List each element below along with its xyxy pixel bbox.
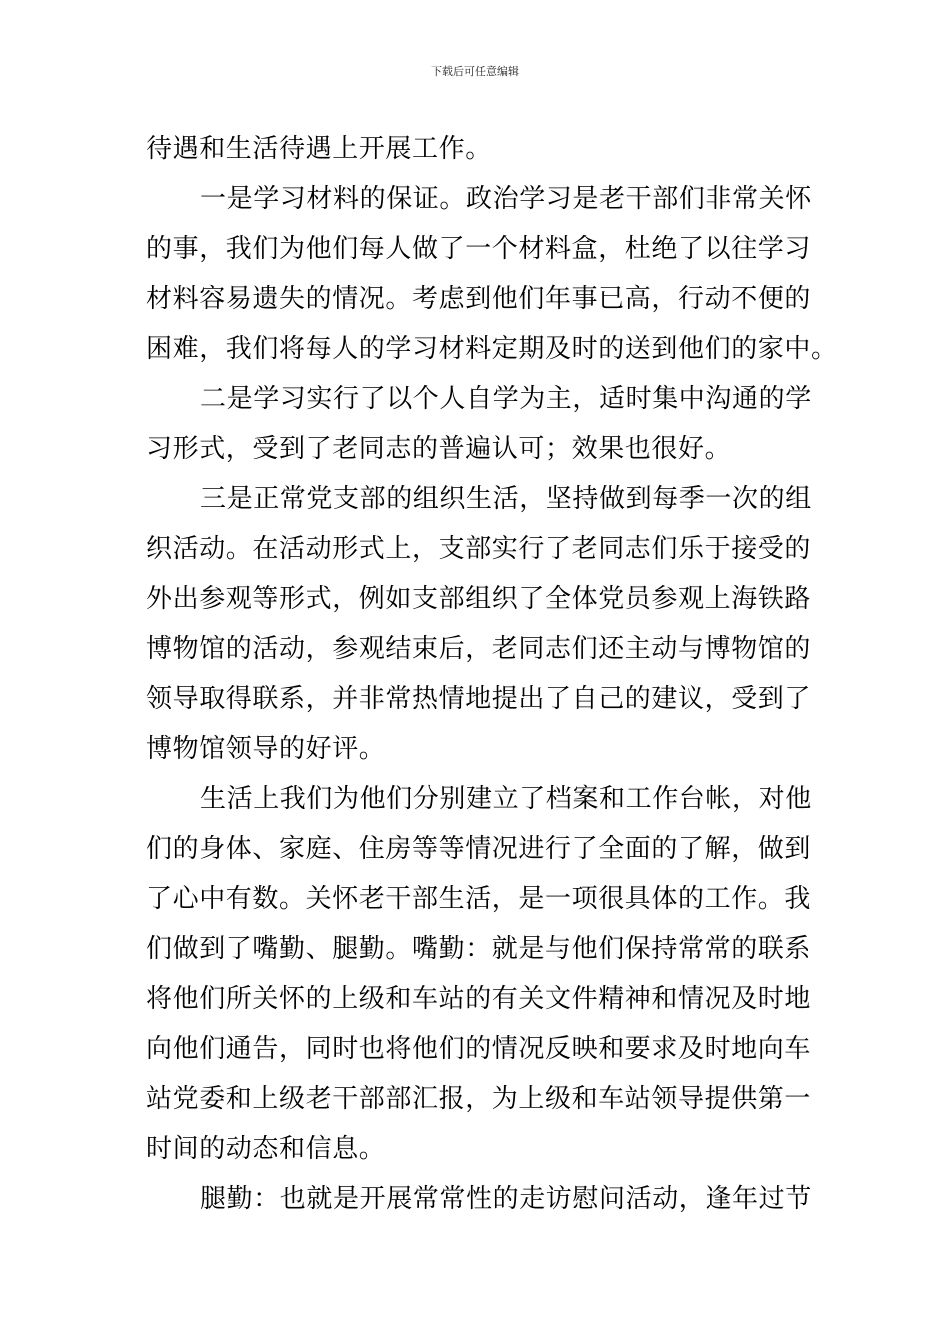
text-line: 领导取得联系，并非常热情地提出了自己的建议，受到了: [146, 684, 812, 714]
text-line: 三是正常党支部的组织生活，坚持做到每季一次的组: [200, 484, 812, 514]
text-line: 向他们通告，同时也将他们的情况反映和要求及时地向车: [146, 1034, 812, 1064]
text-line: 们做到了嘴勤、腿勤。嘴勤：就是与他们保持常常的联系: [146, 934, 812, 964]
text-line: 习形式，受到了老同志的普遍认可；效果也很好。: [146, 434, 732, 464]
text-line: 博物馆领导的好评。: [146, 734, 386, 764]
text-line: 织活动。在活动形式上，支部实行了老同志们乐于接受的: [146, 534, 812, 564]
text-line: 站党委和上级老干部部汇报，为上级和车站领导提供第一: [146, 1084, 812, 1114]
document-body: [146, 124, 838, 1224]
text-line: 博物馆的活动，参观结束后，老同志们还主动与博物馆的: [146, 634, 812, 664]
text-line: 材料容易遗失的情况。考虑到他们年事已高，行动不便的: [146, 284, 812, 314]
text-line: 们的身体、家庭、住房等等情况进行了全面的了解，做到: [146, 834, 812, 864]
text-line: 了心中有数。关怀老干部生活，是一项很具体的工作。我: [146, 884, 812, 914]
text-line: 将他们所关怀的上级和车站的有关文件精神和情况及时地: [146, 984, 812, 1014]
text-line: 待遇和生活待遇上开展工作。: [146, 134, 492, 164]
text-line: 二是学习实行了以个人自学为主，适时集中沟通的学: [200, 384, 812, 414]
text-line: 困难，我们将每人的学习材料定期及时的送到他们的家中。: [146, 334, 838, 364]
text-line: 生活上我们为他们分别建立了档案和工作台帐，对他: [200, 784, 812, 814]
text-line: 腿勤：也就是开展常常性的走访慰问活动，逢年过节: [200, 1184, 812, 1214]
text-line: 时间的动态和信息。: [146, 1134, 386, 1164]
text-line: 外出参观等形式，例如支部组织了全体党员参观上海铁路: [146, 584, 812, 614]
text-line: 一是学习材料的保证。政治学习是老干部们非常关怀: [200, 184, 812, 214]
page-header: 下载后可任意编辑: [431, 65, 519, 78]
text-line: 的事，我们为他们每人做了一个材料盒，杜绝了以往学习: [146, 234, 812, 264]
